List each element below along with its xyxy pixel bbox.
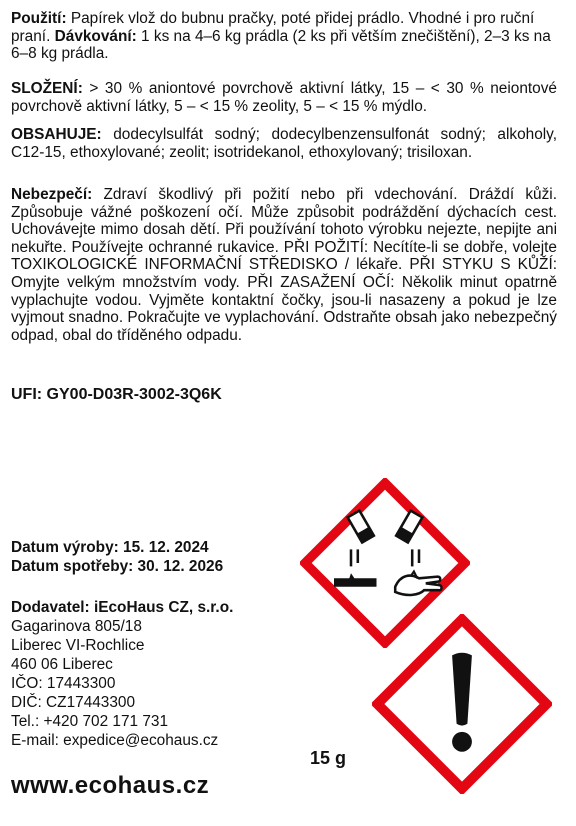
supplier-name: Dodavatel: iEcoHaus CZ, s.r.o. [11,599,234,616]
supplier-district: Liberec VI-Rochlice [11,637,145,654]
supplier-city: 460 06 Liberec [11,656,113,673]
dose-text: 1 ks na 4–6 kg prádla (2 ks při větším znečištění), 2–3 ks na 6–8 kg prádla. [11,27,551,63]
ghs-exclamation-icon [372,614,552,794]
contains-paragraph [11,126,557,161]
supplier-phone: Tel.: +420 702 171 731 [11,713,169,730]
supplier-dic: DIČ: CZ17443300 [11,694,136,711]
composition-text: > 30 % aniontové povrchově aktivní látky, 15 – < 30 % neiontové povrchově aktivní látky, 5 – < 15 % zeolity, 5 – < 15 % mýdlo. [11,80,557,115]
expiry-date: Datum spotřeby: 30. 12. 2026 [11,558,224,575]
website-url: www.ecohaus.cz [11,772,210,799]
supplier-block [11,598,233,750]
hazard-text: Zdraví škodlivý při požití nebo při vdechování. Dráždí kůži. Způsobuje vážné poškození očí. Může způsobit podráždění dýchacích cest. Uchovávejte mimo dosah dětí. Při používání tohoto výrobku nejezte, nepijte ani nekuřte. Používejte ochranné rukavice. PŘI POŽITÍ: Necítíte-li se dobře, volejte TOXIKOLOGICKÉ INFORMAČNÍ STŘEDISKO / lékaře. PŘI STYKU S KŮŽÍ: Omyjte velkým množstvím vody. PŘI ZASAŽENÍ OČÍ: Několik minut opatrně vyplachujte vodou. Vyjměte kontaktní čočky, jsou-li nasazeny a pokud je lze vyjmout snadno. Pokračujte ve vyplachování. Odstraňte obsah jako nebezpečný odpad, obal do tříděného odpadu. [11,186,557,344]
net-weight: 15 g [310,748,347,768]
usage-paragraph [11,10,557,63]
ufi-code: UFI: GY00-D03R-3002-3Q6K [11,386,222,403]
hazard-label: Nebezpečí: [11,186,93,203]
usage-label: Použití: [11,10,67,27]
supplier-street: Gagarinova 805/18 [11,618,142,635]
usage-text: Papírek vlož do bubnu pračky, poté přidej prádlo. Vhodné i pro ruční praní. [11,10,535,45]
supplier-email: E-mail: expedice@ecohaus.cz [11,732,219,749]
composition-label: SLOŽENÍ: [11,80,83,97]
hazard-paragraph [11,186,557,344]
contains-label: OBSAHUJE: [11,126,102,143]
production-date: Datum výroby: 15. 12. 2024 [11,539,209,556]
supplier-ico: IČO: 17443300 [11,675,116,692]
dose-label: Dávkování: [54,27,137,45]
composition-paragraph [11,80,557,115]
contains-text: dodecylsulfát sodný; dodecylbenzensulfonát sodný; alkoholy, C12-15, ethoxylované; zeolit; isotridekanol, ethoxylovaný; trisiloxan. [11,126,557,161]
dates-block [11,538,223,576]
